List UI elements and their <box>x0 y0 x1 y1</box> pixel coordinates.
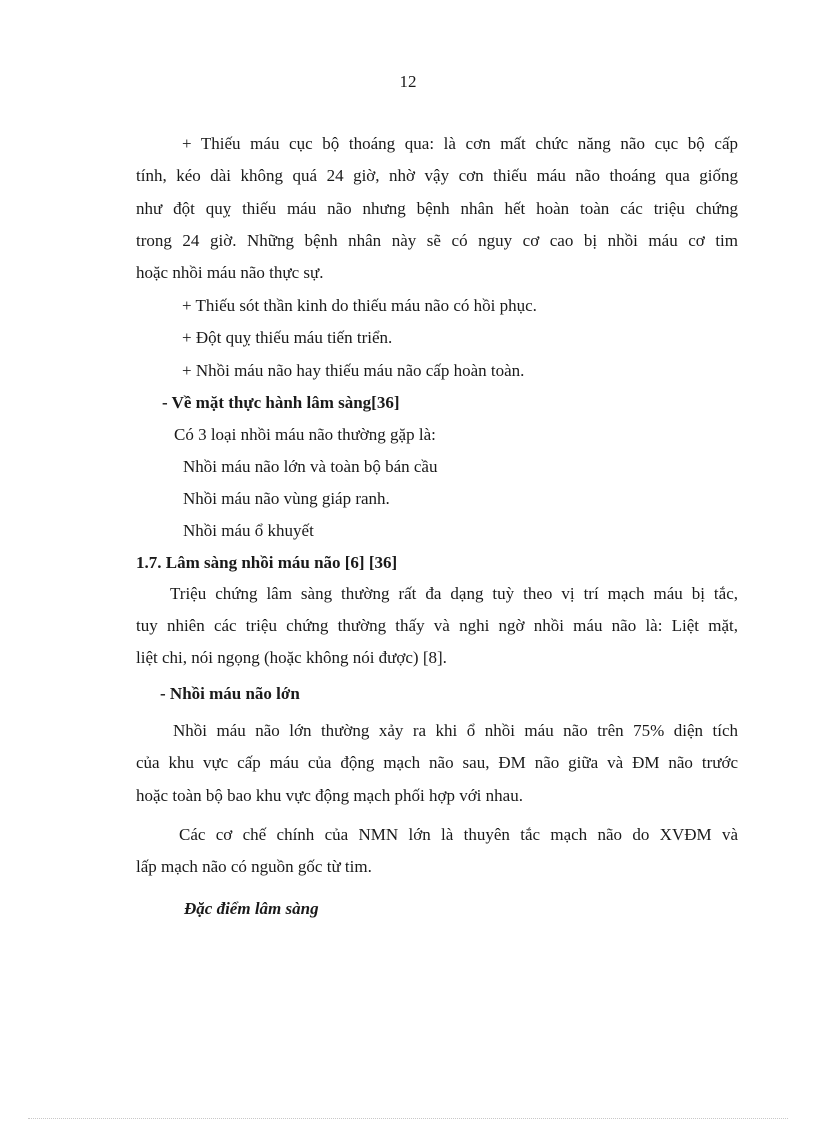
mechanism-line-1: Các cơ chế chính của NMN lớn là thuyên tắc mạch não do XVĐM và <box>179 825 738 844</box>
practice-item: Nhồi máu não lớn và toàn bộ bán cầu <box>183 457 438 476</box>
footer-rule <box>28 1118 788 1119</box>
heading-clinical-practice: - Về mặt thực hành lâm sàng[36] <box>162 393 400 412</box>
practice-item: Nhồi máu ổ khuyết <box>183 521 314 540</box>
tia-line-2: tính, kéo dài không quá 24 giờ, nhờ vậy cơn thiếu máu não thoáng qua giống <box>136 166 738 185</box>
tia-line-3: như đột quỵ thiếu máu não nhưng bệnh nhân hết hoàn toàn các triệu chứng <box>136 199 738 218</box>
large-line-3: hoặc toàn bộ bao khu vực động mạch phối hợp với nhau. <box>136 786 523 805</box>
large-line-1: Nhồi máu não lớn thường xảy ra khi ổ nhồi máu não trên 75% diện tích <box>173 721 738 740</box>
practice-intro: Có 3 loại nhồi máu não thường gặp là: <box>174 425 436 444</box>
heading-clinical-features: Đặc điểm lâm sàng <box>184 899 319 918</box>
clinical-line-1: Triệu chứng lâm sàng thường rất đa dạng tuỳ theo vị trí mạch máu bị tắc, <box>170 584 738 603</box>
practice-item: Nhồi máu não vùng giáp ranh. <box>183 489 390 508</box>
large-line-2: của khu vực cấp máu của động mạch não sau, ĐM não giữa và ĐM não trước <box>136 753 738 772</box>
tia-line-4: trong 24 giờ. Những bệnh nhân này sẽ có nguy cơ cao bị nhồi máu cơ tim <box>136 231 738 250</box>
mechanism-line-2: lấp mạch não có nguồn gốc từ tim. <box>136 857 372 876</box>
section-heading: 1.7. Lâm sàng nhồi máu não [6] [36] <box>136 553 398 572</box>
clinical-line-3: liệt chi, nói ngọng (hoặc không nói được) [8]. <box>136 648 447 667</box>
bullet-item: + Nhồi máu não hay thiếu máu não cấp hoàn toàn. <box>182 361 525 380</box>
bullet-item: + Thiếu sót thần kinh do thiếu máu não có hồi phục. <box>182 296 537 315</box>
tia-line-5: hoặc nhồi máu não thực sự. <box>136 263 324 282</box>
clinical-line-2: tuy nhiên các triệu chứng thường thấy và nghi ngờ nhồi máu não là: Liệt mặt, <box>136 616 738 635</box>
tia-line-1: + Thiếu máu cục bộ thoáng qua: là cơn mất chức năng não cục bộ cấp <box>182 134 738 153</box>
page-number: 12 <box>399 72 417 91</box>
bullet-item: + Đột quỵ thiếu máu tiến triển. <box>182 328 393 347</box>
heading-large-infarct: - Nhồi máu não lớn <box>160 684 300 703</box>
